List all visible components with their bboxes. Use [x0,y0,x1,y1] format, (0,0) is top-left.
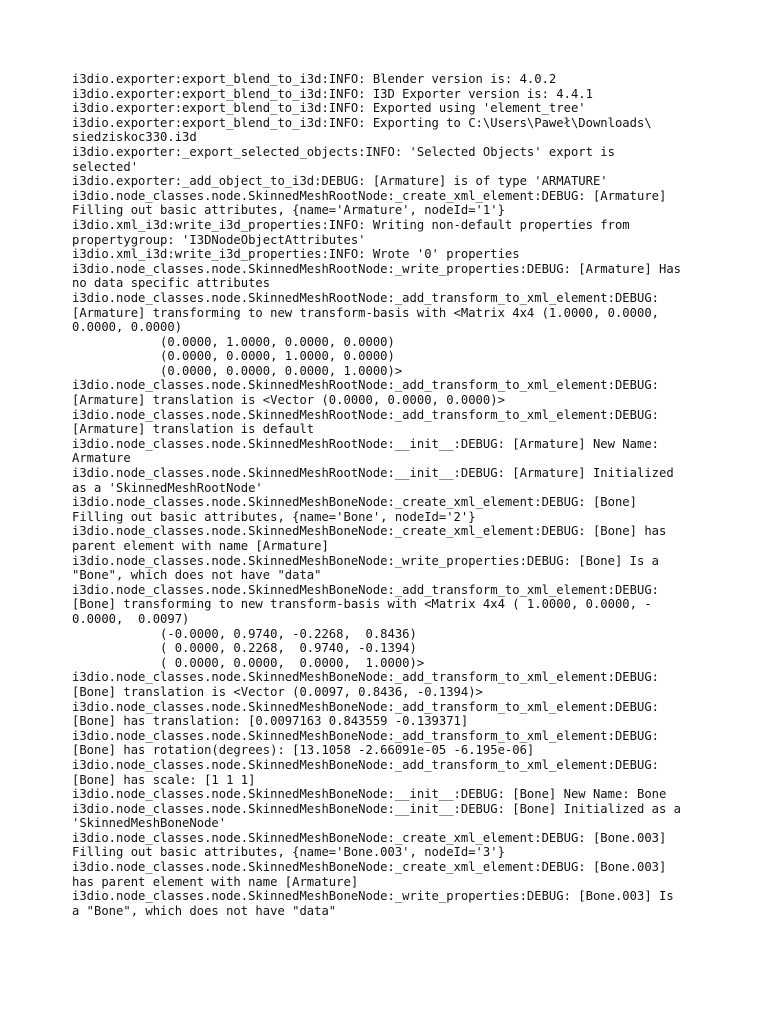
log-line: [Bone] has rotation(degrees): [13.1058 -2.66091e-05 -6.195e-06] [72,743,535,758]
log-line: "Bone", which does not have "data" [72,568,322,583]
log-line: ( 0.0000, 0.0000, 0.0000, 1.0000)> [72,655,425,670]
log-line: i3dio.node_classes.node.SkinnedMeshBoneNode:__init__:DEBUG: [Bone] Initialized as a [72,801,682,816]
log-line: Filling out basic attributes, {name='Bone.003', nodeId='3'} [72,845,505,860]
log-line: i3dio.node_classes.node.SkinnedMeshBoneNode:_add_transform_to_xml_element:DEBUG: [72,699,659,714]
log-line: Filling out basic attributes, {name='Armature', nodeId='1'} [72,203,505,218]
log-text [72,72,712,918]
log-line: i3dio.exporter:export_blend_to_i3d:INFO: Exporting to C:\Users\Paweł\Downloads\ [72,115,652,130]
log-line: i3dio.node_classes.node.SkinnedMeshRootNode:_add_transform_to_xml_element:DEBUG: [72,407,659,422]
log-line: Filling out basic attributes, {name='Bone', nodeId='2'} [72,509,476,524]
log-line: selected' [72,159,139,174]
log-line: siedziskoc330.i3d [72,130,197,145]
log-line: i3dio.exporter:_export_selected_objects:INFO: 'Selected Objects' export is [72,144,615,159]
log-line: has parent element with name [Armature] [72,874,359,889]
log-line: i3dio.node_classes.node.SkinnedMeshRootNode:__init__:DEBUG: [Armature] New Name: [72,436,659,451]
log-line: i3dio.node_classes.node.SkinnedMeshBoneNode:_create_xml_element:DEBUG: [Bone.003] [72,860,667,875]
log-line: as a 'SkinnedMeshRootNode' [72,480,263,495]
log-line: no data specific attributes [72,276,271,291]
log-line: 'SkinnedMeshBoneNode' [72,816,227,831]
log-line: ( 0.0000, 0.2268, 0.9740, -0.1394) [72,641,417,656]
log-line: 0.0000, 0.0097) [72,611,190,626]
log-line: [Bone] translation is <Vector (0.0097, 0.8436, -0.1394)> [72,684,483,699]
log-line: [Armature] translation is <Vector (0.0000, 0.0000, 0.0000)> [72,393,505,408]
log-line: i3dio.node_classes.node.SkinnedMeshRootNode:_add_transform_to_xml_element:DEBUG: [72,290,659,305]
log-line: i3dio.node_classes.node.SkinnedMeshBoneNode:_add_transform_to_xml_element:DEBUG: [72,670,659,685]
log-line: [Bone] transforming to new transform-basis with <Matrix 4x4 ( 1.0000, 0.0000, - [72,597,652,612]
log-line: [Armature] transforming to new transform-basis with <Matrix 4x4 (1.0000, 0.0000, [72,305,659,320]
log-line: i3dio.node_classes.node.SkinnedMeshRootNode:_add_transform_to_xml_element:DEBUG: [72,378,659,393]
log-line: (-0.0000, 0.9740, -0.2268, 0.8436) [72,626,417,641]
log-line: i3dio.node_classes.node.SkinnedMeshBoneNode:_create_xml_element:DEBUG: [Bone] [72,495,637,510]
log-line: i3dio.node_classes.node.SkinnedMeshBoneNode:_write_properties:DEBUG: [Bone.003] Is [72,889,674,904]
log-line: parent element with name [Armature] [72,539,329,553]
log-line: i3dio.node_classes.node.SkinnedMeshBoneNode:_add_transform_to_xml_element:DEBUG: [72,757,659,772]
log-line: (0.0000, 0.0000, 0.0000, 1.0000)> [72,363,403,378]
log-line: (0.0000, 0.0000, 1.0000, 0.0000) [72,349,395,364]
log-line: i3dio.exporter:export_blend_to_i3d:INFO: Blender version is: 4.0.2 [72,72,557,86]
log-line: i3dio.xml_i3d:write_i3d_properties:INFO: Wrote '0' properties [72,247,520,262]
log-line: [Bone] has translation: [0.0097163 0.843559 -0.139371] [72,714,469,729]
log-line: [Bone] has scale: [1 1 1] [72,772,256,787]
log-line: propertygroup: 'I3DNodeObjectAttributes' [72,232,366,247]
log-line: i3dio.exporter:export_blend_to_i3d:INFO: I3D Exporter version is: 4.4.1 [72,86,593,101]
log-line: i3dio.node_classes.node.SkinnedMeshBoneNode:_add_transform_to_xml_element:DEBUG: [72,728,659,743]
log-line: i3dio.node_classes.node.SkinnedMeshBoneNode:_create_xml_element:DEBUG: [Bone] has [72,524,667,539]
log-line: i3dio.node_classes.node.SkinnedMeshBoneNode:_create_xml_element:DEBUG: [Bone.003] [72,830,667,845]
log-line: i3dio.node_classes.node.SkinnedMeshRootNode:_write_properties:DEBUG: [Armature] Has [72,261,682,276]
log-line: i3dio.exporter:_add_object_to_i3d:DEBUG: [Armature] is of type 'ARMATURE' [72,174,608,189]
log-line: [Armature] translation is default [72,422,315,437]
log-line: i3dio.exporter:export_blend_to_i3d:INFO: Exported using 'element_tree' [72,101,586,116]
log-line: 0.0000, 0.0000) [72,320,183,335]
log-line: i3dio.node_classes.node.SkinnedMeshBoneNode:_write_properties:DEBUG: [Bone] Is a [72,553,659,568]
document-page [72,72,712,918]
log-line: a "Bone", which does not have "data" [72,903,337,918]
log-line: i3dio.node_classes.node.SkinnedMeshBoneNode:__init__:DEBUG: [Bone] New Name: Bone [72,787,667,802]
log-line: i3dio.node_classes.node.SkinnedMeshBoneNode:_add_transform_to_xml_element:DEBUG: [72,582,659,597]
log-line: i3dio.xml_i3d:write_i3d_properties:INFO: Writing non-default properties from [72,217,630,232]
log-line: Armature [72,451,131,466]
log-line: (0.0000, 1.0000, 0.0000, 0.0000) [72,334,395,349]
log-line: i3dio.node_classes.node.SkinnedMeshRootNode:__init__:DEBUG: [Armature] Initialized [72,466,674,481]
log-line: i3dio.node_classes.node.SkinnedMeshRootNode:_create_xml_element:DEBUG: [Armature] [72,188,667,203]
